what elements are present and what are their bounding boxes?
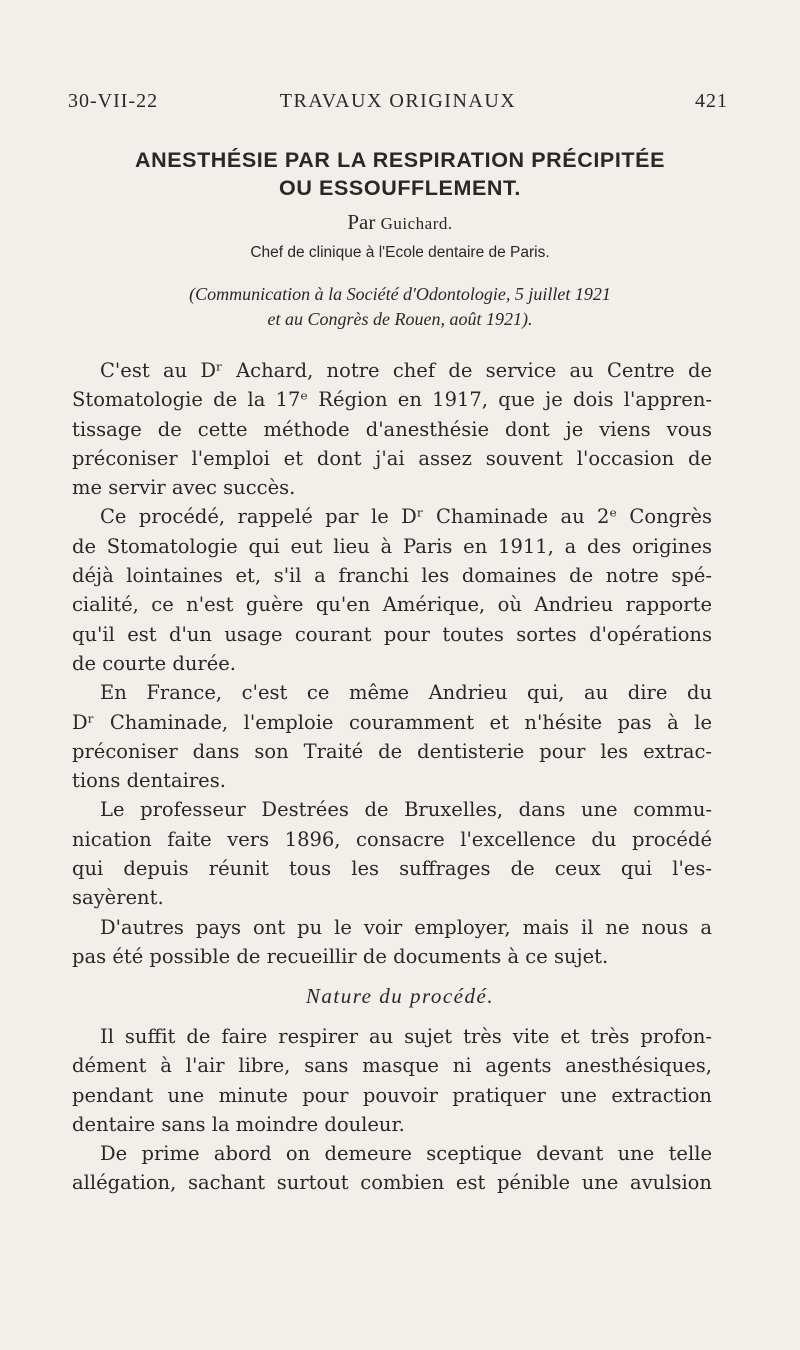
- body-line: pendant une minute pour pouvoir pratiquer une extraction: [72, 1083, 712, 1107]
- body-line: allégation, sachant surtout combien est pénible une avulsion: [72, 1171, 712, 1195]
- byline: [0, 210, 800, 235]
- communication-note: [100, 282, 700, 332]
- communication-line-1: (Communication à la Société d'Odontologie, 5 juillet 1921: [189, 284, 611, 304]
- body-line: Dʳ Chaminade, l'emploie couramment et n'hésite pas à le: [72, 710, 712, 734]
- body-line: Ce procédé, rappelé par le Dʳ Chaminade au 2ᵉ Congrès: [100, 505, 712, 529]
- body-line: qu'il est d'un usage courant pour toutes sortes d'opérations: [72, 622, 712, 646]
- byline-prefix: Par: [347, 210, 376, 234]
- body-line: dentaire sans la moindre douleur.: [72, 1112, 405, 1136]
- body-line: me servir avec succès.: [72, 476, 296, 500]
- page-number: 421: [695, 90, 728, 112]
- section-heading: TRAVAUX ORIGINAUX: [279, 90, 517, 112]
- body-line: tissage de cette méthode d'anesthésie dont je viens vous: [72, 417, 712, 441]
- body-line: déjà lointaines et, s'il a franchi les domaines de notre spé-: [72, 564, 712, 588]
- author-affiliation: Chef de clinique à l'Ecole dentaire de Paris.: [250, 244, 550, 261]
- body-line: cialité, ce n'est guère qu'en Amérique, où Andrieu rapporte: [72, 593, 712, 617]
- body-line: En France, c'est ce même Andrieu qui, au dire du: [100, 681, 712, 705]
- body-line: De prime abord on demeure sceptique devant une telle: [100, 1142, 712, 1166]
- body-line: dément à l'air libre, sans masque ni agents anesthésiques,: [72, 1054, 712, 1078]
- communication-line-2: et au Congrès de Rouen, août 1921).: [267, 309, 533, 329]
- body-line: qui depuis réunit tous les suffrages de ceux qui l'es-: [72, 857, 712, 881]
- author-name: Guichard.: [380, 214, 453, 233]
- body-line: préconiser l'emploi et dont j'ai assez souvent l'occasion de: [72, 446, 712, 470]
- issue-date: 30-VII-22: [68, 90, 159, 112]
- body-line: Il suffit de faire respirer au sujet très vite et très profon-: [100, 1025, 712, 1048]
- body-line: préconiser dans son Traité de dentisterie pour les extrac-: [72, 739, 712, 763]
- running-head: [68, 90, 728, 116]
- body-line: Le professeur Destrées de Bruxelles, dans une commu-: [100, 798, 712, 822]
- section-title: Nature du procédé.: [305, 984, 495, 1008]
- body-line: sayèrent.: [72, 886, 164, 910]
- body-line: pas été possible de recueillir de documents à ce sujet.: [72, 944, 609, 968]
- article-title: [60, 146, 740, 202]
- body-line: tions dentaires.: [72, 769, 226, 793]
- body-line: D'autres pays ont pu le voir employer, mais il ne nous a: [100, 915, 712, 939]
- body-line: de Stomatologie qui eut lieu à Paris en 1911, a des origines: [72, 534, 712, 558]
- section-body: [72, 1022, 712, 1198]
- body-line: Stomatologie de la 17ᵉ Région en 1917, que je dois l'appren-: [72, 388, 712, 412]
- title-line-2: OU ESSOUFFLEMENT.: [279, 176, 521, 200]
- body-line: C'est au Dʳ Achard, notre chef de service au Centre de: [100, 359, 712, 382]
- title-line-1: ANESTHÉSIE PAR LA RESPIRATION PRÉCIPITÉE: [134, 148, 666, 172]
- body-line: de courte durée.: [72, 651, 236, 675]
- body-line: nication faite vers 1896, consacre l'excellence du procédé: [72, 827, 712, 851]
- article-body: [72, 356, 712, 971]
